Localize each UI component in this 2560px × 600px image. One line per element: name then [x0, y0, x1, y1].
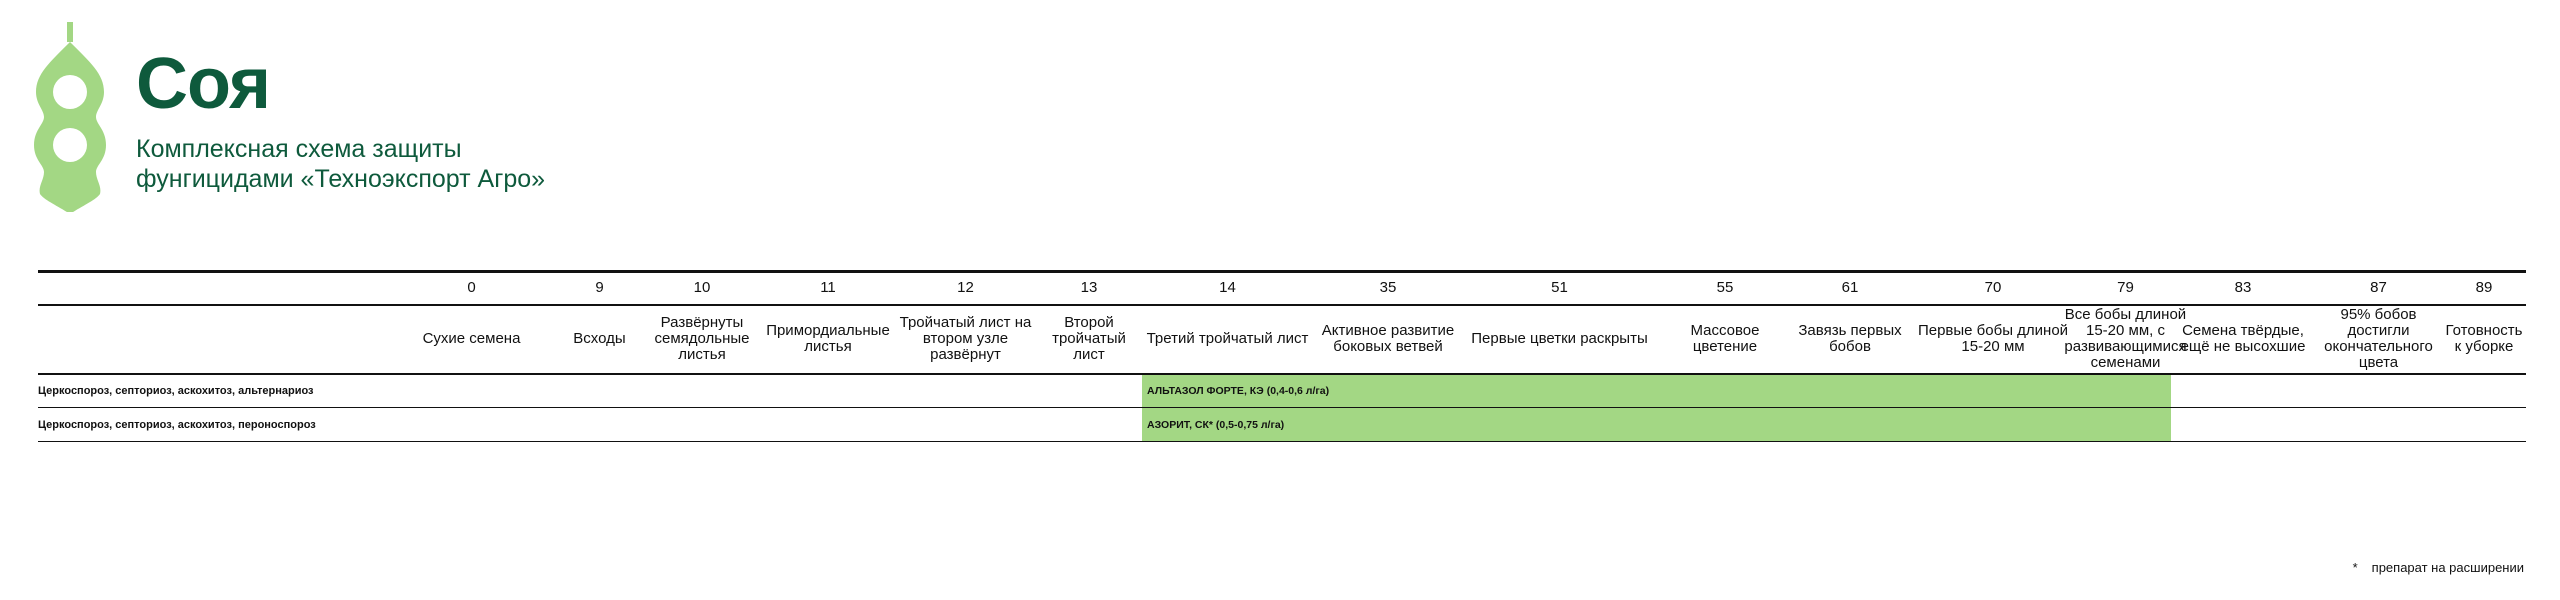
stage-code: 12 — [957, 279, 974, 296]
stage-name: Готовность к уборке — [2445, 322, 2523, 355]
subtitle-line: Комплексная схема защиты — [136, 135, 462, 163]
stage-name: Сухие семена — [422, 330, 521, 347]
stage-name: Первые цветки раскрыты — [1471, 330, 1648, 347]
stage-code: 11 — [820, 279, 836, 296]
page-title: Соя — [136, 44, 271, 124]
stage-name: Все бобы длиной 15-20 мм, с развивающимися семенами — [2064, 306, 2187, 371]
stage-code: 9 — [595, 279, 604, 296]
stage-code: 87 — [2370, 279, 2387, 296]
stage-name: Третий тройчатый лист — [1146, 330, 1309, 347]
stage-name: Первые бобы длиной 15-20 мм — [1917, 322, 2069, 355]
stage-code: 10 — [693, 279, 711, 296]
stage-name: Примордиальные листья — [766, 322, 890, 355]
disease-row-label: Церкоспороз, септориоз, аскохитоз, пероноспороз — [38, 418, 316, 431]
treatment-bar — [1142, 408, 2171, 441]
stage-code: 70 — [1984, 279, 2002, 296]
stage-name: Массовое цветение — [1690, 322, 1760, 355]
page-subtitle — [136, 134, 545, 194]
stage-name: Развёрнуты семядольные листья — [654, 314, 750, 363]
stage-code: 35 — [1379, 279, 1397, 296]
stage-code: 79 — [2117, 279, 2134, 296]
footnote-mark: * — [2352, 560, 2358, 575]
treatment-product-label: АЗОРИТ, СК* (0,5-0,75 л/га) — [1147, 418, 1285, 431]
stage-name: Тройчатый лист на втором узле развёрнут — [899, 314, 1032, 363]
footnote — [2353, 560, 2524, 575]
stage-code: 89 — [2475, 279, 2493, 296]
stage-code: 14 — [1219, 279, 1236, 296]
table-top-rule — [38, 270, 2526, 273]
stage-code: 55 — [1716, 279, 1734, 296]
stage-name: 95% бобов достигли окончательного цвета — [2324, 306, 2433, 371]
disease-row-label: Церкоспороз, септориоз, аскохитоз, альтернариоз — [38, 385, 314, 397]
stage-code: 13 — [1080, 279, 1098, 296]
stage-code: 51 — [1551, 279, 1568, 296]
stage-name: Всходы — [573, 330, 626, 347]
stage-name: Активное развитие боковых ветвей — [1321, 322, 1455, 355]
soybean-pod-logo-icon — [30, 22, 110, 212]
subtitle-line: фунгицидами «Техноэкспорт Агро» — [136, 165, 546, 193]
stage-name: Второй тройчатый лист — [1052, 314, 1126, 363]
stage-code: 83 — [2234, 279, 2252, 296]
table-bottom-rule — [38, 441, 2526, 442]
stage-code: 61 — [1841, 279, 1859, 296]
treatment-bar — [1142, 375, 2171, 407]
stage-code: 0 — [467, 279, 476, 296]
footnote-text: препарат на расширении — [2371, 560, 2524, 575]
treatment-product-label: АЛЬТАЗОЛ ФОРТЕ, КЭ (0,4-0,6 л/га) — [1147, 385, 1330, 397]
stage-name: Завязь первых бобов — [1798, 322, 1902, 355]
stage-name: Семена твёрдые, ещё не высохшие — [2180, 322, 2306, 355]
